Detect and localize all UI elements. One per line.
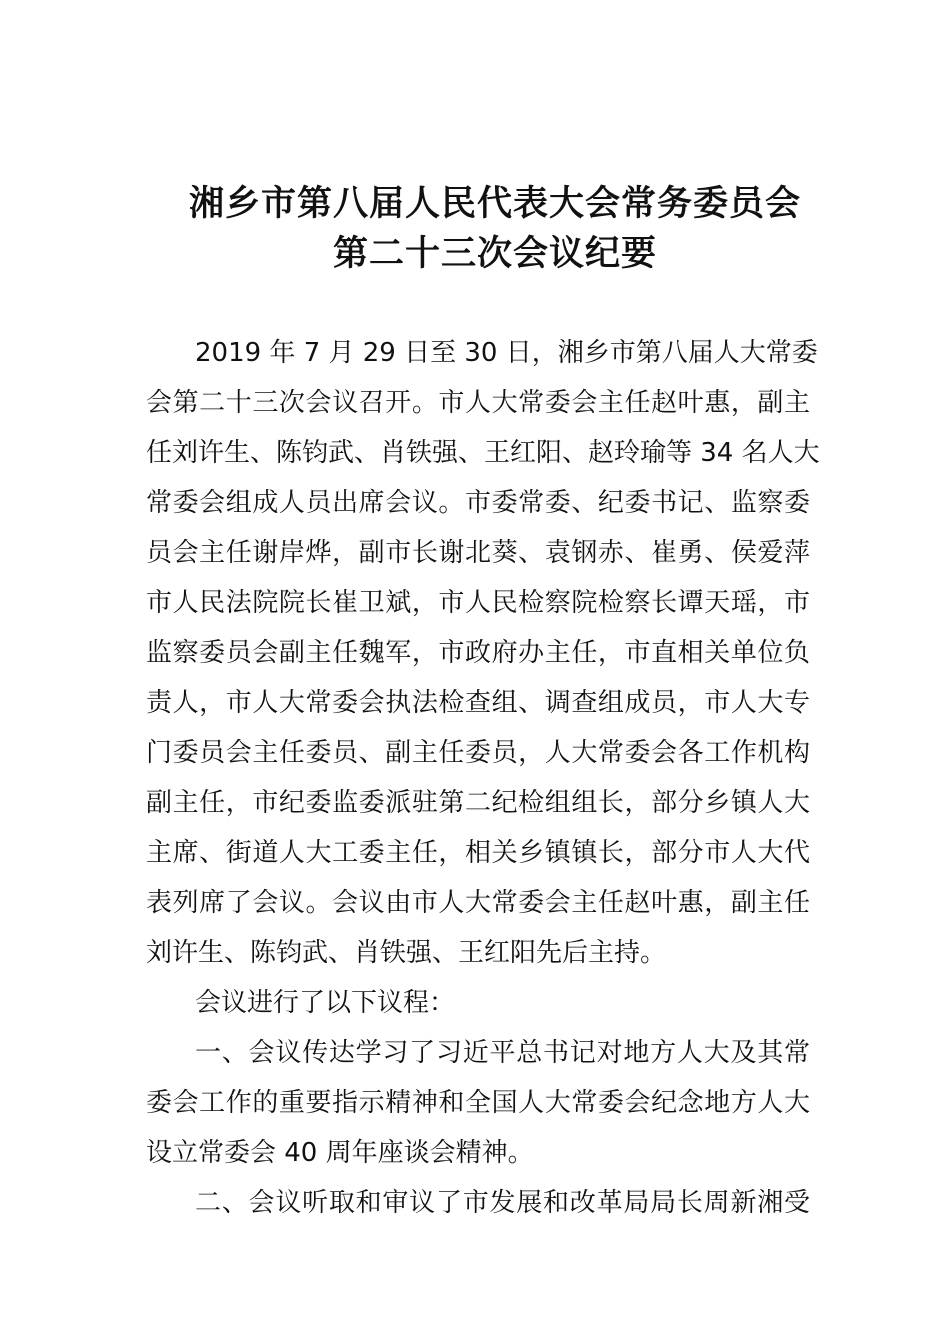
document-title-line-1: 湘乡市第八届人民代表大会常务委员会	[188, 184, 801, 224]
paragraph-line: 设立常委会 40 周年座谈会精神。	[146, 1138, 534, 1168]
paragraph-line: 常委会组成人员出席会议。市委常委、纪委书记、监察委	[146, 488, 810, 518]
paragraph-line: 责人，市人大常委会执法检查组、调查组成员，市人大专	[146, 688, 810, 718]
paragraph-line: 主席、街道人大工委主任，相关乡镇镇长，部分市人大代	[146, 838, 810, 868]
paragraph-line: 二、会议听取和审议了市发展和改革局局长周新湘受	[195, 1188, 810, 1218]
paragraph-line: 会第二十三次会议召开。市人大常委会主任赵叶惠，副主	[146, 388, 810, 418]
document-title-line-2: 第二十三次会议纪要	[332, 234, 657, 274]
paragraph-line: 市人民法院院长崔卫斌，市人民检察院检察长谭天瑶，市	[146, 588, 810, 618]
paragraph-line: 会议进行了以下议程：	[195, 988, 456, 1018]
paragraph-line: 门委员会主任委员、副主任委员，人大常委会各工作机构	[146, 738, 810, 768]
paragraph-line: 刘许生、陈钧武、肖铁强、王红阳先后主持。	[146, 938, 667, 968]
paragraph-line: 员会主任谢岸烨，副市长谢北葵、袁钢赤、崔勇、侯爱萍	[146, 538, 810, 568]
paragraph-line: 任刘许生、陈钧武、肖铁强、王红阳、赵玲瑜等 34 名人大	[146, 438, 820, 468]
paragraph-line: 表列席了会议。会议由市人大常委会主任赵叶惠，副主任	[146, 888, 810, 918]
paragraph-line: 2019 年 7 月 29 日至 30 日，湘乡市第八届人大常委	[195, 338, 818, 368]
paragraph-line: 一、会议传达学习了习近平总书记对地方人大及其常	[195, 1038, 810, 1068]
paragraph-line: 监察委员会副主任魏军，市政府办主任，市直相关单位负	[146, 638, 810, 668]
paragraph-line: 副主任，市纪委监委派驻第二纪检组组长，部分乡镇人大	[146, 788, 810, 818]
paragraph-line: 委会工作的重要指示精神和全国人大常委会纪念地方人大	[146, 1088, 810, 1118]
